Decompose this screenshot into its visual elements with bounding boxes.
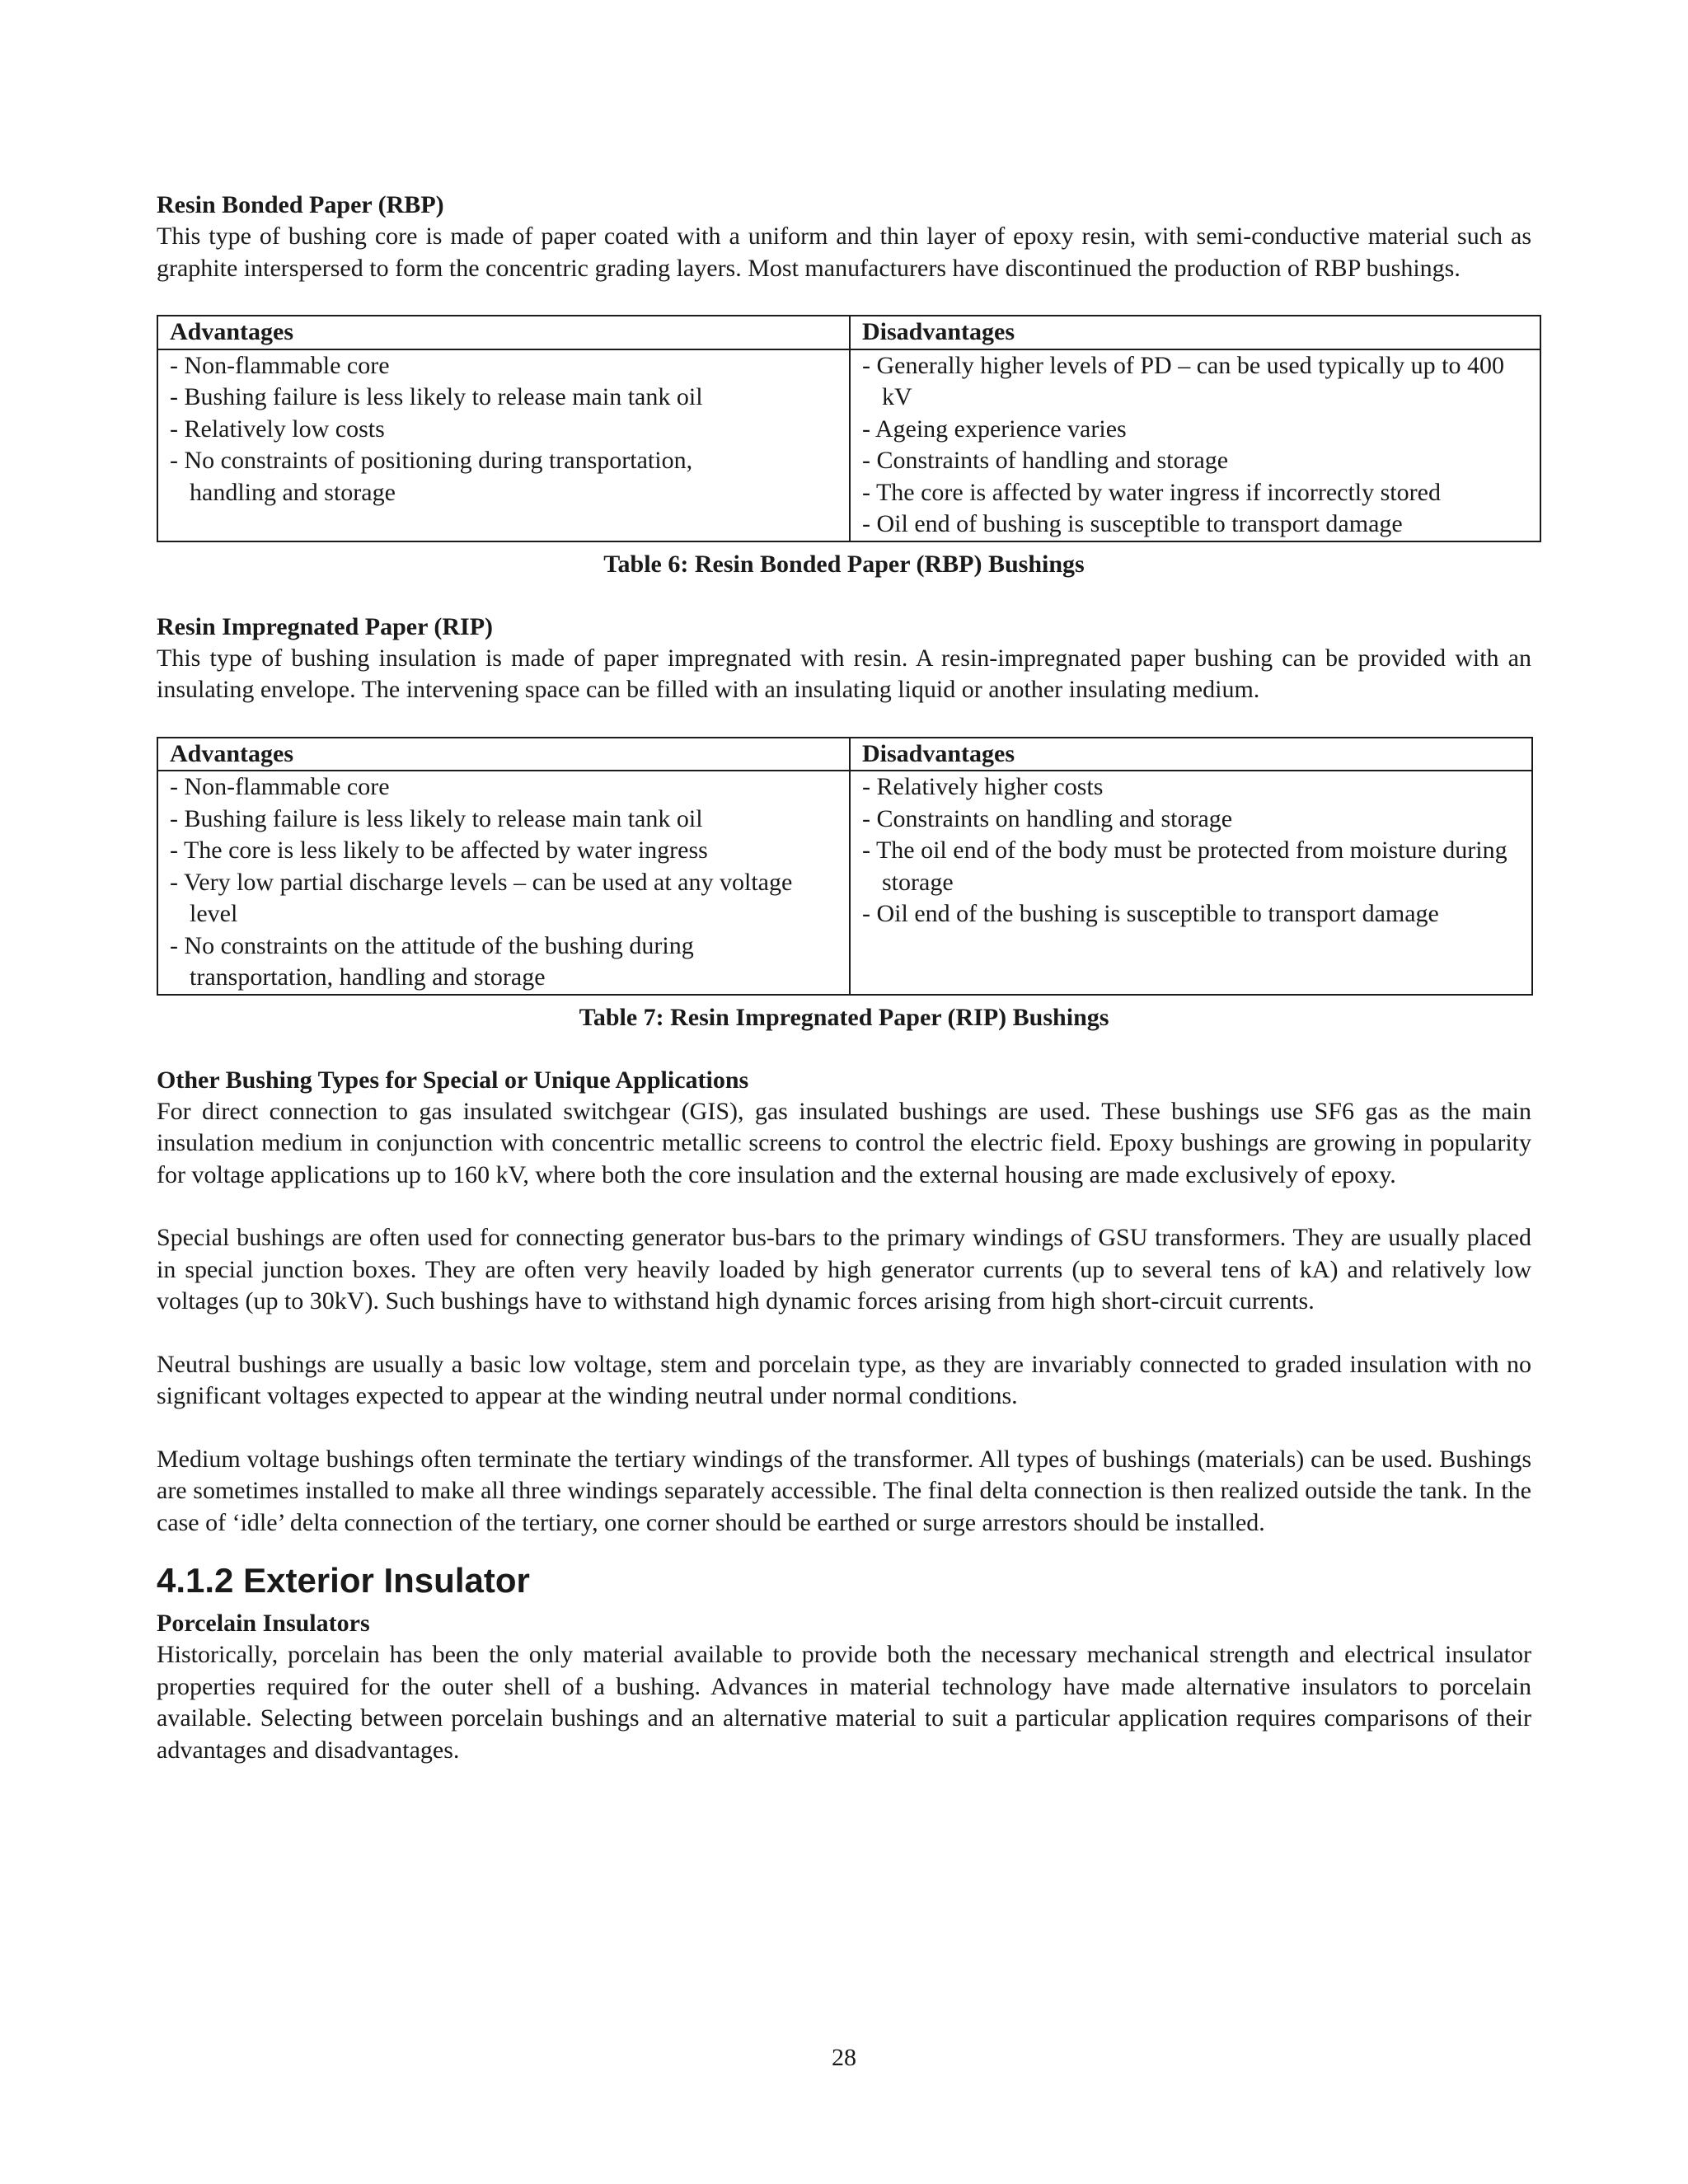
list-item: - The core is affected by water ingress if incorrectly stored [862, 478, 1441, 506]
list-item: - No constraints of positioning during transportation, handling and storage [170, 447, 693, 506]
other-bushings-heading: Other Bushing Types for Special or Unique Applications [157, 1066, 749, 1094]
list-item: - Oil end of bushing is susceptible to transport damage [862, 510, 1403, 537]
rip-disadvantages-header: Disadvantages [850, 738, 1532, 771]
rip-table-caption: Table 7: Resin Impregnated Paper (RIP) Bushings [579, 1003, 1109, 1031]
other-paragraph-neutral: Neutral bushings are usually a basic low voltage, stem and porcelain type, as they are invariably connected to graded insulation with no significant voltages expected to appear at the winding neutral under normal conditions. [157, 1350, 1531, 1409]
list-item: - Non-flammable core [170, 351, 390, 379]
rip-disadvantages-cell [850, 771, 1532, 995]
rbp-paragraph: This type of bushing core is made of paper coated with a uniform and thin layer of epoxy resin, with semi-conductive material such as graphite interspersed to form the concentric grading layers. Most manufacturers have discontinued the production of RBP bushings. [157, 223, 1531, 282]
rip-advantages-header: Advantages [157, 738, 850, 771]
rbp-advantages-header: Advantages [157, 316, 850, 349]
other-paragraph-gis: For direct connection to gas insulated switchgear (GIS), gas insulated bushings are used. These bushings use SF6 gas as the main insulation medium in conjunction with concentric metallic screens to control the electric field. Epoxy bushings are growing in popularity for voltage applications up to 160 kV, where both the core insulation and the external housing are made exclusively of epoxy. [157, 1097, 1531, 1188]
list-item: - Relatively low costs [170, 415, 385, 443]
list-item: - Generally higher levels of PD – can be used typically up to 400 kV [862, 351, 1504, 410]
list-item: - Non-flammable core [170, 773, 390, 800]
list-item: - The oil end of the body must be protected from moisture during storage [862, 837, 1507, 896]
list-item: - No constraints on the attitude of the bushing during transportation, handling and storage [170, 931, 694, 991]
porcelain-insulators-heading: Porcelain Insulators [157, 1610, 370, 1637]
list-item: - Relatively higher costs [862, 773, 1104, 800]
list-item: - Bushing failure is less likely to release main tank oil [170, 383, 703, 410]
other-paragraph-generator: Special bushings are often used for connecting generator bus-bars to the primary windings of GSU transformers. They are usually placed in special junction boxes. They are often very heavily loaded by high generator currents (up to several tens of kA) and relatively low voltages (up to 30kV). Such bushings have to withstand high dynamic forces arising from high short-circuit currents. [157, 1224, 1531, 1315]
list-item: - Very low partial discharge levels – can be used at any voltage level [170, 868, 793, 927]
rip-heading: Resin Impregnated Paper (RIP) [157, 612, 494, 640]
rbp-advantages-cell [157, 349, 850, 541]
rbp-table-row [157, 349, 1540, 541]
rbp-disadvantages-cell [850, 349, 1540, 541]
porcelain-paragraph: Historically, porcelain has been the only material available to provide both the necessary mechanical strength and electrical insulator properties required for the outer shell of a bushing. Advances in material technology have made alternative insulators to porcelain available. Selecting between porcelain bushings and an alternative material to suit a particular application requires comparisons of their advantages and disadvantages. [157, 1641, 1531, 1764]
rbp-table-caption: Table 6: Resin Bonded Paper (RBP) Bushings [603, 550, 1085, 578]
rip-paragraph: This type of bushing insulation is made of paper impregnated with resin. A resin-impregnated paper bushing can be provided with an insulating envelope. The intervening space can be filled with an insulating liquid or another insulating medium. [157, 644, 1531, 703]
rip-table [157, 737, 1533, 996]
page-number: 28 [832, 2044, 856, 2071]
rbp-table [157, 315, 1541, 542]
rip-table-row [157, 771, 1532, 995]
exterior-insulator-heading: 4.1.2 Exterior Insulator [157, 1561, 530, 1600]
rbp-heading: Resin Bonded Paper (RBP) [157, 191, 444, 218]
rbp-disadvantages-header: Disadvantages [850, 316, 1540, 349]
list-item: - Ageing experience varies [862, 415, 1127, 443]
list-item: - Oil end of the bushing is susceptible to transport damage [862, 900, 1439, 927]
document-page [157, 190, 1531, 1766]
list-item: - The core is less likely to be affected by water ingress [170, 837, 708, 864]
rip-table-header-row [157, 738, 1532, 771]
list-item: - Constraints on handling and storage [862, 804, 1233, 832]
list-item: - Constraints of handling and storage [862, 447, 1229, 474]
other-paragraph-medium-voltage: Medium voltage bushings often terminate the tertiary windings of the transformer. All types of bushings (materials) can be used. Bushings are sometimes installed to make all three windings separately accessible. The final delta connection is then realized outside the tank. In the case of ‘idle’ delta connection of the tertiary, one corner should be earthed or surge arrestors should be installed. [157, 1445, 1531, 1536]
rip-advantages-cell [157, 771, 850, 995]
list-item: - Bushing failure is less likely to release main tank oil [170, 804, 703, 832]
rbp-table-header-row [157, 316, 1540, 349]
